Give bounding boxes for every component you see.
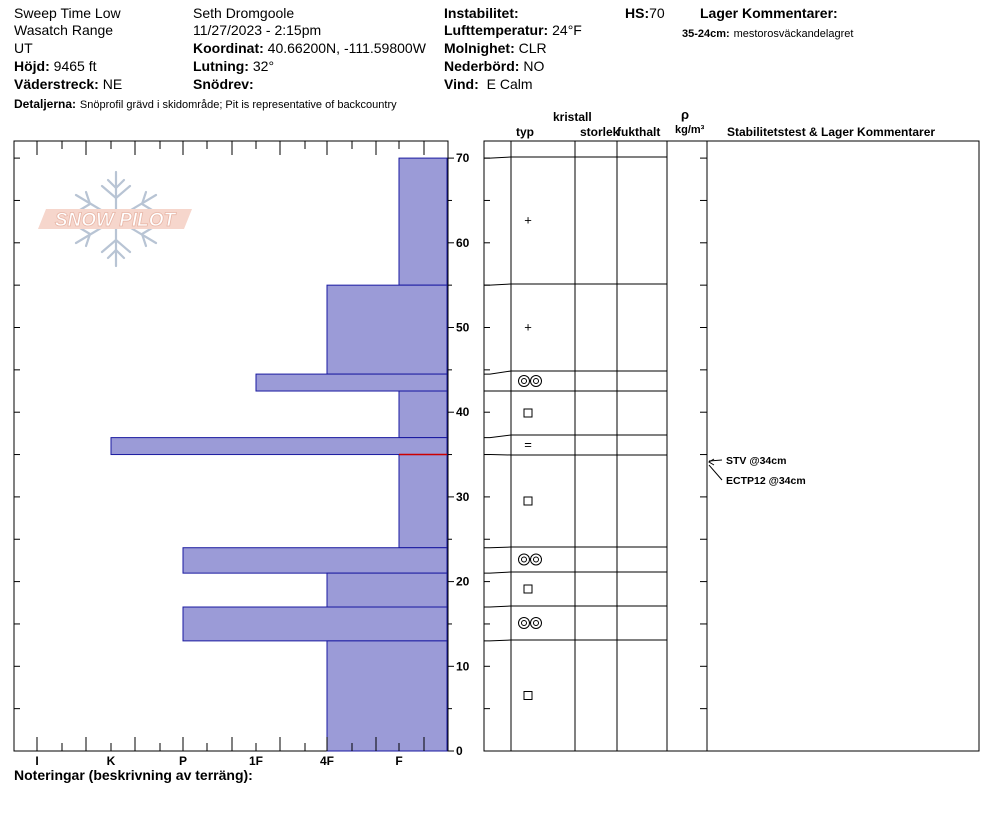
hardness-top-ticks [14, 141, 424, 155]
layer-comments-title: Lager Kommentarer: [700, 5, 838, 21]
sky-label: Molnighet: [444, 40, 515, 56]
sky-value: CLR [518, 40, 547, 56]
hardness-label-4F: 4F [319, 754, 335, 768]
stability-test-label: STV @34cm [726, 455, 787, 467]
grain-symbol-6 [519, 554, 542, 565]
layer-table-frame [484, 141, 979, 751]
snowpilot-logo [38, 172, 192, 266]
grain-symbol-3 [524, 409, 532, 417]
stability-arrow [709, 459, 714, 465]
svg-text:=: = [524, 437, 532, 452]
logo-text: SNOW PILOT [54, 210, 176, 231]
hardness-label-F: F [395, 754, 403, 768]
hs-label: HS: [625, 5, 650, 21]
type-header: typ [516, 125, 534, 139]
stability-header: Stabilitetstest & Lager Kommentarer [727, 125, 936, 139]
range-name: Wasatch Range [14, 22, 114, 38]
slope-value: 32° [252, 58, 275, 74]
hardness-bar-5 [399, 455, 447, 548]
slope-label: Lutning: [193, 58, 249, 74]
layer-connector [484, 606, 511, 607]
hs-value: 70 [649, 5, 665, 21]
wind-value: E Calm [486, 76, 533, 92]
kristall-header: kristall [553, 110, 592, 124]
moisture-header: fukthalt [617, 125, 661, 139]
hardness-label-1F: 1F [248, 754, 264, 768]
grain-symbol-5 [524, 497, 532, 505]
coordinate-value: 40.66200N, -111.59800W [267, 40, 426, 56]
stability-test-label: ECTP12 @34cm [726, 475, 806, 487]
stability-test-marks [709, 455, 806, 487]
depth-label-30: 30 [456, 489, 470, 504]
elevation-value: 9465 ft [53, 58, 97, 74]
details-text: Snöprofil grävd i skidområde; Pit is representative of backcountry [79, 99, 397, 111]
precip-label: Nederbörd: [444, 58, 520, 74]
layer-connector [484, 157, 511, 158]
depth-label-0: 0 [456, 744, 463, 758]
layer-table-columns [511, 141, 707, 751]
layer-connector [484, 284, 511, 285]
layer-connector [484, 640, 511, 641]
air-temp-value: 24°F [552, 22, 582, 38]
hardness-bar-6 [183, 548, 447, 573]
hardness-label-K: K [106, 754, 116, 768]
hardness-bar-8 [183, 607, 447, 641]
layer-connector [484, 371, 511, 374]
wind-label: Vind: [444, 76, 479, 92]
grain-symbol-2 [519, 376, 542, 387]
layer-connector [484, 547, 511, 548]
size-header: storlek [580, 125, 620, 139]
layer-comment-text: mestorosväckandelagret [733, 28, 854, 40]
hardness-label-I: I [35, 754, 39, 768]
observation-datetime: 11/27/2023 - 2:15pm [193, 22, 322, 38]
depth-label-70: 70 [456, 151, 470, 166]
layer-connector [484, 572, 511, 573]
layer-comment-range: 35-24cm: [682, 28, 730, 40]
svg-text:+: + [524, 212, 532, 228]
notes-label: Noteringar (beskrivning av terräng): [14, 767, 253, 783]
hardness-bar-9 [327, 641, 447, 751]
wind-loading-label: Snödrev: [193, 76, 254, 92]
coordinate-label: Koordinat: [193, 40, 264, 56]
grain-symbol-0 [524, 213, 532, 228]
hardness-bar-1 [327, 285, 447, 374]
instability-label: Instabilitet: [444, 5, 519, 21]
elevation-label: Höjd: [14, 58, 50, 74]
hardness-bar-4 [111, 438, 447, 455]
grain-symbol-1 [524, 320, 532, 335]
hardness-bar-7 [327, 573, 447, 607]
hardness-label-P: P [178, 754, 188, 768]
hardness-bar-2 [256, 374, 447, 391]
observer-name: Seth Dromgoole [193, 5, 295, 21]
hardness-bar-3 [399, 391, 447, 438]
svg-text:+: + [524, 319, 532, 335]
layer-connector [484, 435, 511, 438]
location-name: Sweep Time Low [14, 5, 121, 21]
grain-symbol-8 [519, 618, 542, 629]
depth-label-40: 40 [456, 405, 470, 420]
depth-label-50: 50 [456, 320, 470, 335]
depth-label-20: 20 [456, 574, 470, 589]
precip-value: NO [523, 58, 545, 74]
aspect-label: Väderstreck: [14, 76, 99, 92]
aspect-value: NE [102, 76, 123, 92]
grain-symbol-9 [524, 692, 532, 700]
grain-symbol-4 [524, 437, 532, 452]
stability-leader [709, 465, 722, 480]
density-symbol: ρ [681, 107, 690, 122]
hardness-bar-0 [399, 158, 447, 285]
depth-label-60: 60 [456, 235, 470, 250]
grain-type-symbols [519, 213, 542, 700]
state-name: UT [14, 40, 33, 56]
air-temp-label: Lufttemperatur: [444, 22, 549, 38]
details-label: Detaljerna: [14, 97, 77, 111]
hardness-bars [111, 158, 447, 751]
density-unit: kg/m³ [675, 124, 705, 136]
depth-label-10: 10 [456, 659, 470, 674]
grain-symbol-7 [524, 585, 532, 593]
